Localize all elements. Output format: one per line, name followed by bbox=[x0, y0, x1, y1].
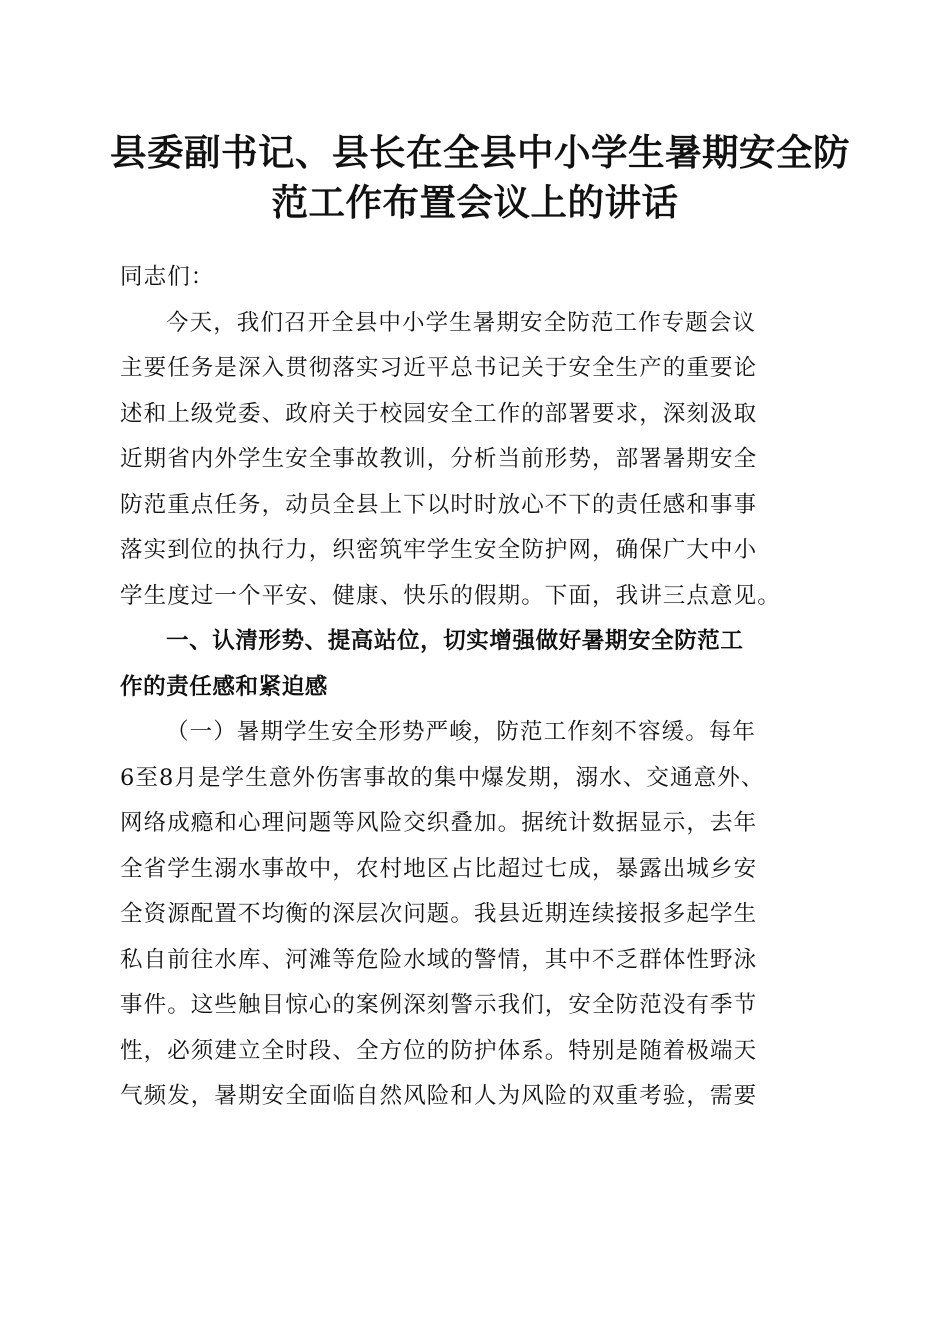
salutation: 同志们： bbox=[120, 264, 215, 290]
paragraph-line: 事件。这些触目惊心的案例深刻警示我们，安全防范没有季节 bbox=[120, 992, 758, 1018]
paragraph-line: 学生度过一个平安、健康、快乐的假期。下面，我讲三点意见。 bbox=[120, 582, 781, 609]
section-heading-line: 一、认清形势、提高站位，切实增强做好暑期安全防范工 bbox=[166, 628, 744, 654]
paragraph-line: 性，必须建立全时段、全方位的防护体系。特别是随着极端天 bbox=[120, 1037, 758, 1064]
paragraph-line: 近期省内外学生安全事故教训，分析当前形势，部署暑期安全 bbox=[120, 446, 758, 472]
section-heading-line: 作的责任感和紧迫感 bbox=[120, 673, 328, 700]
paragraph-line: 私自前往水库、河滩等危险水域的警情，其中不乏群体性野泳 bbox=[120, 946, 758, 973]
paragraph-line: 气频发，暑期安全面临自然风险和人为风险的双重考验，需要 bbox=[120, 1083, 758, 1109]
title-line: 范工作布置会议上的讲话 bbox=[271, 181, 679, 224]
paragraph-line: 今天，我们召开全县中小学生暑期安全防范工作专题会议 bbox=[166, 309, 757, 336]
document-body bbox=[120, 255, 832, 1120]
title-line: 县委副书记、县长在全县中小学生暑期安全防 bbox=[110, 131, 850, 174]
paragraph-line: 防范重点任务，动员全县上下以时时放心不下的责任感和事事 bbox=[120, 491, 758, 518]
paragraph-line: 网络成瘾和心理问题等风险交织叠加。据统计数据显示，去年 bbox=[120, 810, 758, 836]
paragraph-line: 6至8月是学生意外伤害事故的集中爆发期，溺水、交通意外、 bbox=[120, 764, 765, 791]
paragraph-line: 全省学生溺水事故中，农村地区占比超过七成，暴露出城乡安 bbox=[120, 855, 758, 882]
paragraph-line: 述和上级党委、政府关于校园安全工作的部署要求，深刻汲取 bbox=[120, 400, 758, 427]
paragraph-line: 主要任务是深入贯彻落实习近平总书记关于安全生产的重要论 bbox=[120, 355, 758, 381]
document-title bbox=[110, 128, 850, 228]
paragraph-line: 全资源配置不均衡的深层次问题。我县近期连续接报多起学生 bbox=[120, 901, 758, 927]
paragraph-line: （一）暑期学生安全形势严峻，防范工作刻不容缓。每年 bbox=[166, 719, 757, 745]
paragraph-line: 落实到位的执行力，织密筑牢学生安全防护网，确保广大中小 bbox=[120, 537, 758, 563]
